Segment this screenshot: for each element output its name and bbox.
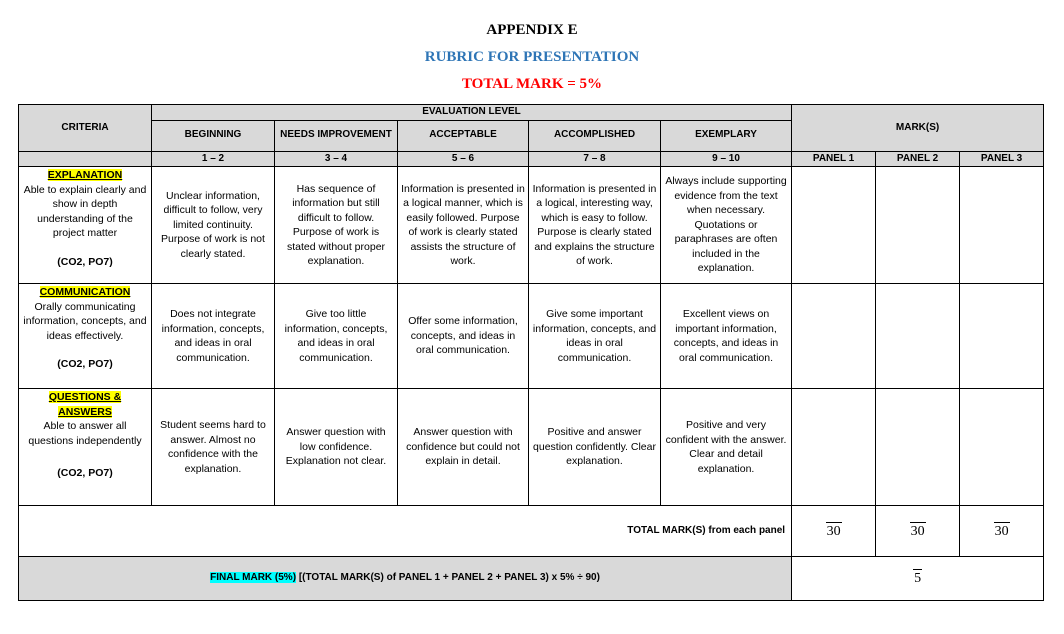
final-mark-value-cell xyxy=(792,557,1044,601)
level-range: 5 – 6 xyxy=(398,151,529,167)
panel-total-cell xyxy=(792,506,876,557)
descriptor-cell: Give too little information, concepts, and ideas in oral communication. xyxy=(275,284,398,389)
criterion-code: (CO2, PO7) xyxy=(57,255,113,268)
level-name: ACCOMPLISHED xyxy=(529,120,661,151)
level-range: 1 – 2 xyxy=(152,151,275,167)
panel-mark-cell[interactable] xyxy=(876,167,960,284)
level-range: 7 – 8 xyxy=(529,151,661,167)
panel-mark-cell[interactable] xyxy=(792,284,876,389)
level-range: 3 – 4 xyxy=(275,151,398,167)
panel-total: 30 xyxy=(826,524,841,540)
final-mark-label-cell xyxy=(19,557,792,601)
level-name: NEEDS IMPROVEMENT xyxy=(275,120,398,151)
criterion-title: EXPLANATION xyxy=(47,169,123,181)
level-name: BEGINNING xyxy=(152,120,275,151)
criterion-cell xyxy=(19,389,152,506)
panel-mark-cell[interactable] xyxy=(960,389,1044,506)
panel-mark-cell[interactable] xyxy=(792,167,876,284)
descriptor-cell: Does not integrate information, concepts, and ideas in oral communication. xyxy=(152,284,275,389)
panel-header: PANEL 2 xyxy=(876,151,960,167)
panel-mark-cell[interactable] xyxy=(876,389,960,506)
criterion-code: (CO2, PO7) xyxy=(57,467,113,479)
panel-mark-cell[interactable] xyxy=(876,284,960,389)
rubric-title: RUBRIC FOR PRESENTATION xyxy=(424,49,640,65)
panel-total-cell xyxy=(960,506,1044,557)
final-mark-value: 5 xyxy=(914,571,922,587)
total-label: TOTAL MARK(S) from each panel xyxy=(19,506,792,557)
panel-total: 30 xyxy=(994,524,1009,540)
criteria-header: CRITERIA xyxy=(19,105,152,152)
criterion-row-questions-answers xyxy=(19,389,1044,506)
panel-mark-cell[interactable] xyxy=(960,284,1044,389)
descriptor-cell: Information is presented in a logical manner, which is easily followed. Purpose of work is clearly stated assists the structure of work. xyxy=(398,167,529,284)
evaluation-level-header: EVALUATION LEVEL xyxy=(152,105,792,121)
criterion-cell xyxy=(19,284,152,389)
descriptor-cell: Positive and very confident with the answer. Clear and detail explanation. xyxy=(661,389,792,506)
total-row xyxy=(19,506,1044,557)
total-mark-title: TOTAL MARK = 5% xyxy=(461,76,603,92)
criterion-description: Orally communicating information, concepts, and ideas effectively. xyxy=(23,300,147,342)
descriptor-cell: Answer question with low confidence. Explanation not clear. xyxy=(275,389,398,506)
descriptor-cell: Offer some information, concepts, and ideas in oral communication. xyxy=(398,284,529,389)
marks-header: MARK(S) xyxy=(792,105,1044,152)
criterion-row-communication xyxy=(19,284,1044,389)
descriptor-cell: Has sequence of information but still difficult to follow. Purpose of work is stated without proper explanation. xyxy=(275,167,398,284)
level-name: ACCEPTABLE xyxy=(398,120,529,151)
level-range: 9 – 10 xyxy=(661,151,792,167)
header-row-3 xyxy=(19,151,1044,167)
descriptor-cell: Answer question with confidence but could not explain in detail. xyxy=(398,389,529,506)
rubric-table xyxy=(18,104,1044,601)
panel-mark-cell[interactable] xyxy=(792,389,876,506)
final-mark-formula: [(TOTAL MARK(S) of PANEL 1 + PANEL 2 + PANEL 3) x 5% ÷ 90) xyxy=(296,572,600,584)
descriptor-cell: Excellent views on important information, concepts, and ideas in oral communication. xyxy=(661,284,792,389)
criterion-cell xyxy=(19,167,152,284)
criterion-title: QUESTIONS & ANSWERS xyxy=(48,391,122,418)
level-name: EXEMPLARY xyxy=(661,120,792,151)
appendix-title: APPENDIX E xyxy=(486,22,578,38)
criterion-description: Able to answer all questions independently xyxy=(28,420,142,447)
header-row-1 xyxy=(19,105,1044,121)
descriptor-cell: Unclear information, difficult to follow, very limited continuity. Purpose of work is not clearly stated. xyxy=(152,167,275,284)
criterion-description: Able to explain clearly and show in depth understanding of the project matter xyxy=(23,183,147,239)
descriptor-cell: Positive and answer question confidently. Clear explanation. xyxy=(529,389,661,506)
criterion-code: (CO2, PO7) xyxy=(57,358,113,370)
panel-header: PANEL 3 xyxy=(960,151,1044,167)
descriptor-cell: Always include supporting evidence from the text when necessary. Quotations or paraphrases are often included in the explanation. xyxy=(661,167,792,284)
panel-mark-cell[interactable] xyxy=(960,167,1044,284)
criteria-blank xyxy=(19,151,152,167)
final-mark-row xyxy=(19,557,1044,601)
criterion-title: COMMUNICATION xyxy=(39,286,131,298)
descriptor-cell: Student seems hard to answer. Almost no confidence with the explanation. xyxy=(152,389,275,506)
descriptor-cell: Give some important information, concepts, and ideas in oral communication. xyxy=(529,284,661,389)
panel-header: PANEL 1 xyxy=(792,151,876,167)
criterion-row-explanation xyxy=(19,167,1044,284)
final-mark-label: FINAL MARK (5%) xyxy=(210,572,297,584)
panel-total-cell xyxy=(876,506,960,557)
panel-total: 30 xyxy=(910,524,925,540)
descriptor-cell: Information is presented in a logical, interesting way, which is easy to follow. Purpose is clearly stated and explains the structure of work. xyxy=(529,167,661,284)
